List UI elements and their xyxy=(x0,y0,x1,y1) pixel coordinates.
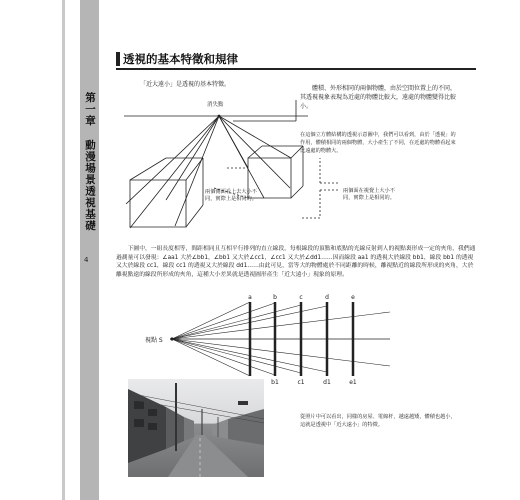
label-d1: d1 xyxy=(323,379,331,386)
street-photo xyxy=(128,379,264,477)
viewpoint-dot xyxy=(170,337,173,340)
street-photo-art xyxy=(128,379,264,477)
label-a: a xyxy=(248,294,252,301)
paragraph-2: 在這個立方體結構的透視示意圖中，我們可以看到，由於「透視」的作用，體積相同的兩個物體，大小產生了不同，在近處的物體看起來比遠處的物體大。 xyxy=(300,132,456,154)
annotation-left: 兩個側面看上去大小不同，實際上是相同的。 xyxy=(205,189,257,202)
viewpoint-label: 視點 S xyxy=(145,337,163,344)
label-d: d xyxy=(325,294,329,301)
section-title: 透視的基本特徵和規律 xyxy=(116,52,476,66)
vanishing-point-label: 消失點 xyxy=(207,102,224,108)
label-e: e xyxy=(351,294,355,301)
label-b: b xyxy=(273,294,277,301)
paragraph-4: 從照片中可以看出，同樣的房屋、電線杆，越遠越矮，體積也越小，這就是透視中「近大遠小」的特徵。 xyxy=(300,414,456,428)
label-c: c xyxy=(299,294,303,301)
cube-diagram xyxy=(124,100,340,228)
vanishing-point xyxy=(218,115,221,118)
label-e1: e1 xyxy=(349,379,357,386)
label-c1: c1 xyxy=(297,379,305,386)
segment-diagram xyxy=(170,302,390,376)
annotation-right: 兩個面在視覺上大小不同，實際上是相同的。 xyxy=(343,188,395,201)
intro-text: 「近大遠小」是透視的基本特徵。 xyxy=(140,81,231,88)
chapter-title: 第一章 動漫場景透視基礎 xyxy=(84,92,96,232)
page-number: 4 xyxy=(84,256,89,264)
paragraph-3: 下圖中，一組長度相等，間距相同且互相平行排列的直立線段，每根線段的頂點和底點的光線反射到人的視點裏形成一定的夾角，我們通過測量可以發現：∠aa1 大於∠bb1，∠bb1 又大於∠cc1，∠cc1 又大於∠dd1……因而線段 aa1 的透視大於線段 bb1，線段 bb1 的透視又大於線段 cc1，線段 cc1 的透視又大於線段 dd1……由此可見，當等大的物體處於不同距離的時候，離視點近的線段所形成的夾角，大於離視點遠的線段所形成的夾角，這種大小差異就是透視圖形產生「近大遠小」現象的原理。 xyxy=(116,246,476,278)
paragraph-1: 體積、外形相同的兩個物體，由於空間位置上的不同，其透視視象表現為近處的物體比較大，遠處的物體變得比較小。 xyxy=(300,85,457,110)
label-b1: b1 xyxy=(271,379,279,386)
